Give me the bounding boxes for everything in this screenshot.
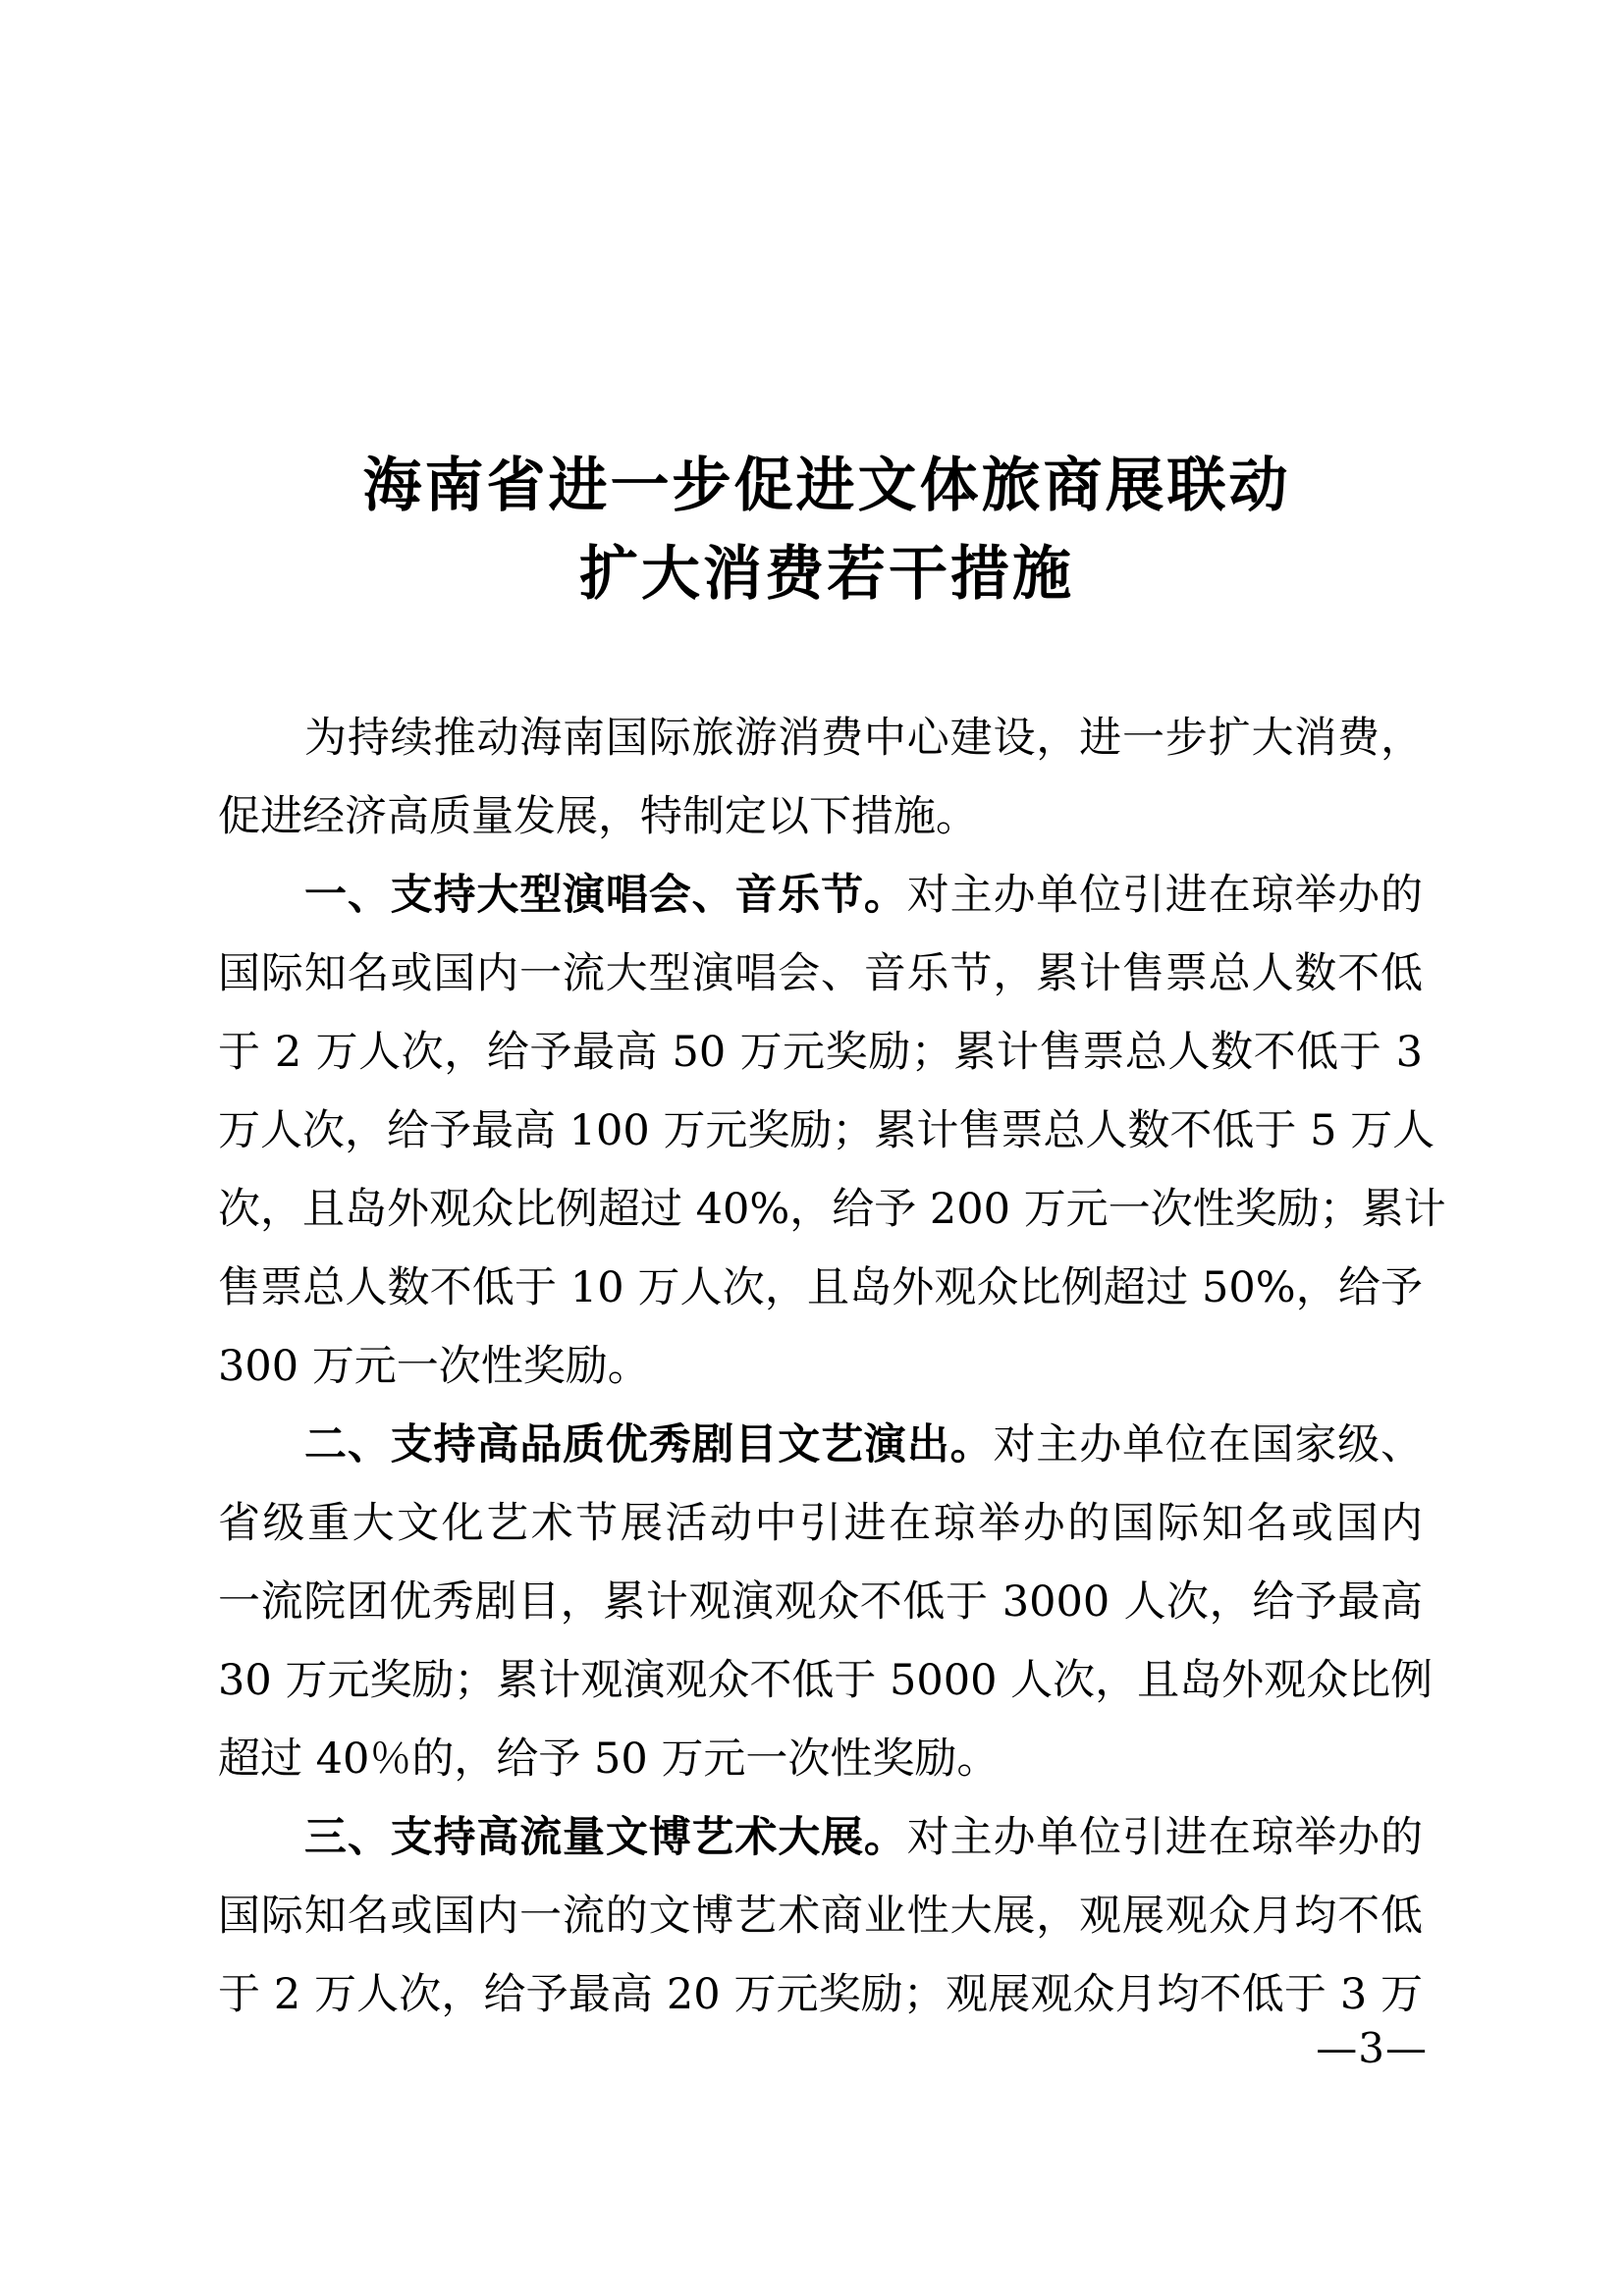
body-line	[218, 1170, 1446, 1249]
body-line-text: 国际知名或国内一流大型演唱会、音乐节，累计售票总人数不低	[218, 949, 1423, 998]
body-line-text: 对主办单位在国家级、	[993, 1420, 1424, 1469]
body-line	[218, 1877, 1423, 1955]
document-title-line2: 扩大消费若干措施	[579, 540, 1074, 609]
body-line	[218, 1720, 1423, 1798]
body-line-text: 于 2 万人次，给予最高 50 万元奖励；累计售票总人数不低于 3	[218, 1028, 1423, 1077]
document-title-line1: 海南省进一步促进文体旅商展联动	[362, 452, 1291, 520]
body-line-text: 万人次，给予最高 100 万元奖励；累计售票总人数不低于 5 万人	[218, 1106, 1435, 1155]
body-line	[218, 1406, 1423, 1484]
body-line	[218, 1013, 1423, 1092]
body-line	[218, 1563, 1423, 1641]
body-line	[218, 1249, 1423, 1327]
document-title	[29, 442, 1624, 618]
body-line-text: 300 万元一次性奖励。	[218, 1342, 650, 1391]
body-line	[218, 1798, 1423, 1877]
body-line	[218, 1092, 1435, 1170]
body-line	[218, 934, 1423, 1013]
body-line-text: 一流院团优秀剧目，累计观演观众不低于 3000 人次，给予最高	[218, 1577, 1423, 1627]
body-line-text: 次，且岛外观众比例超过 40%，给予 200 万元一次性奖励；累计	[218, 1185, 1446, 1234]
body-line	[218, 1641, 1434, 1720]
body-line	[218, 1327, 1423, 1406]
body-line-text: 对主办单位引进在琼举办的	[906, 871, 1424, 920]
document-body	[218, 699, 1446, 2034]
section-heading-2: 二、支持高品质优秀剧目文艺演出。	[304, 1420, 994, 1469]
body-line	[218, 777, 1423, 856]
body-line-text: 30 万元奖励；累计观演观众不低于 5000 人次，且岛外观众比例	[218, 1656, 1434, 1705]
body-line-text: 国际知名或国内一流的文博艺术商业性大展，观展观众月均不低	[218, 1892, 1423, 1941]
section-heading-1: 一、支持大型演唱会、音乐节。	[304, 871, 907, 920]
page-number: —3—	[1316, 2024, 1428, 2072]
section-heading-3: 三、支持高流量文博艺术大展。	[304, 1813, 907, 1862]
body-line-text: 促进经济高质量发展，特制定以下措施。	[218, 792, 978, 841]
body-line-text: 于 2 万人次，给予最高 20 万元奖励；观展观众月均不低于 3 万	[218, 1970, 1423, 2019]
body-line	[218, 699, 1423, 777]
body-line-text: 对主办单位引进在琼举办的	[906, 1813, 1424, 1862]
body-line-text: 为持续推动海南国际旅游消费中心建设，进一步扩大消费，	[304, 714, 1423, 763]
body-line-text: 售票总人数不低于 10 万人次，且岛外观众比例超过 50%，给予	[218, 1263, 1423, 1312]
body-line-text: 超过 40％的，给予 50 万元一次性奖励。	[218, 1735, 1000, 1784]
body-line	[218, 1484, 1423, 1563]
body-line-text: 省级重大文化艺术节展活动中引进在琼举办的国际知名或国内	[218, 1499, 1423, 1548]
body-line	[218, 1955, 1423, 2034]
body-line	[218, 856, 1423, 934]
